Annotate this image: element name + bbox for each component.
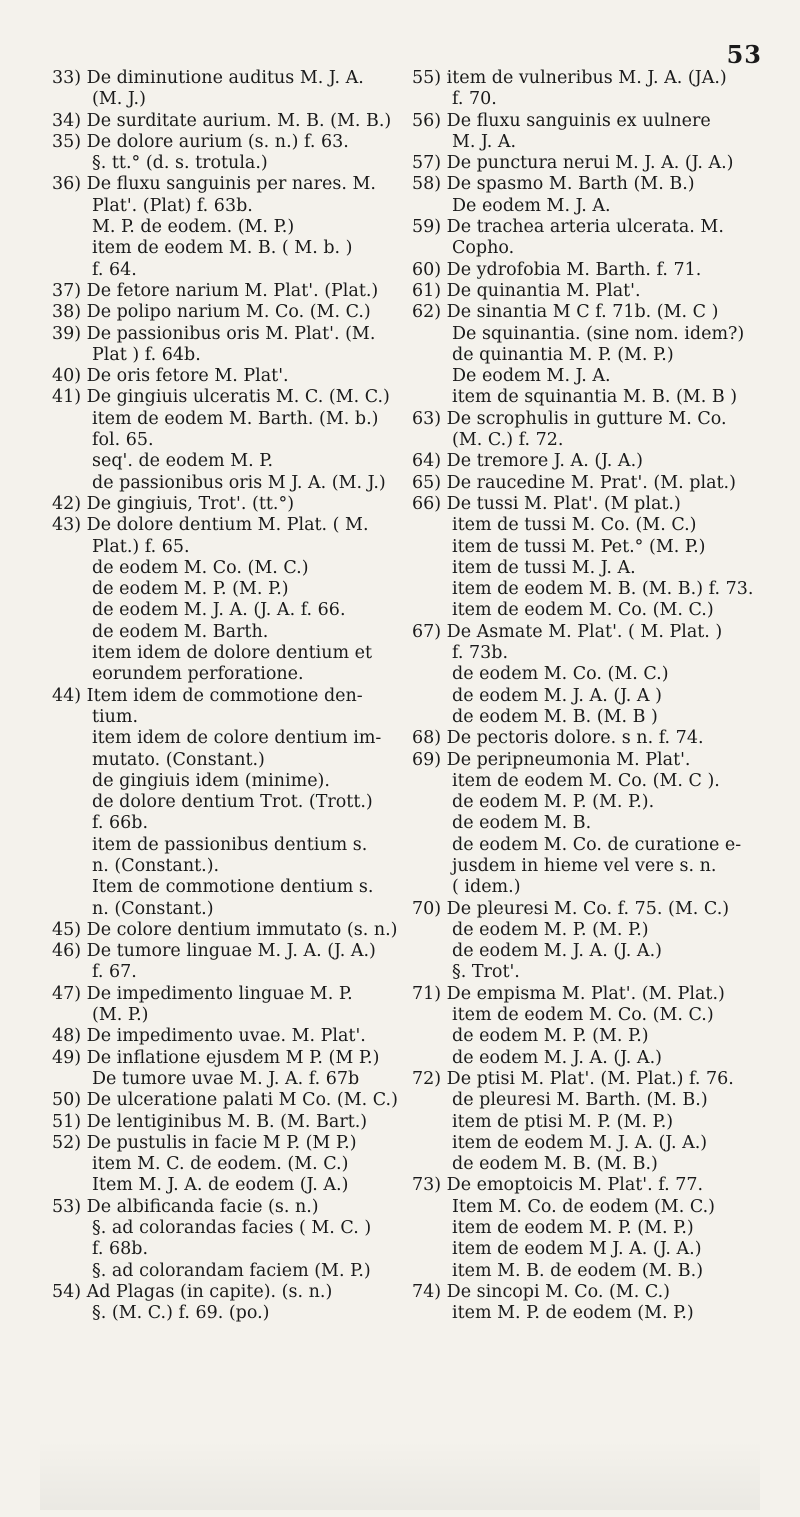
entry-line: 47) De impedimento linguae M. P.: [52, 983, 353, 1004]
entry-line: Copho.: [452, 238, 515, 259]
entry-line: 39) De passionibus oris M. Plat'. (M.: [52, 323, 376, 344]
entry-line: 72) De ptisi M. Plat'. (M. Plat.) f. 76.: [412, 1068, 734, 1089]
entry-line: 46) De tumore linguae M. J. A. (J. A.): [52, 941, 376, 962]
entry-line: item de passionibus dentium s.: [92, 834, 368, 855]
entry-line: De eodem M. J. A.: [452, 195, 611, 216]
entry-line: 41) De gingiuis ulceratis M. C. (M. C.): [52, 387, 390, 408]
entry-line: M. P. de eodem. (M. P.): [92, 217, 295, 238]
entry-line: item de tussi M. J. A.: [452, 557, 636, 578]
entry-line: item de eodem M. J. A. (J. A.): [452, 1132, 708, 1153]
entry-line: de passionibus oris M J. A. (M. J.): [92, 472, 386, 493]
entry-line: De tumore uvae M. J. A. f. 67b: [92, 1068, 360, 1089]
entry-line: 48) De impedimento uvae. M. Plat'.: [52, 1026, 366, 1047]
entry-line: item de ptisi M. P. (M. P.): [452, 1111, 674, 1132]
entry-line: mutato. (Constant.): [92, 749, 265, 770]
entry-line: 49) De inflatione ejusdem M P. (M P.): [52, 1047, 380, 1068]
entry-line: item M. C. de eodem. (M. C.): [92, 1154, 349, 1175]
right-column: [412, 68, 784, 1325]
entry-line: §. Trot'.: [452, 962, 520, 983]
entry-line: 42) De gingiuis, Trot'. (tt.°): [52, 493, 295, 514]
entry-line: jusdem in hieme vel vere s. n.: [452, 855, 717, 876]
entry-line: De squinantia. (sine nom. idem?): [452, 323, 745, 344]
entry-line: 65) De raucedine M. Prat'. (M. plat.): [412, 472, 736, 493]
entry-line: 56) De fluxu sanguinis ex uulnere: [412, 110, 711, 131]
entry-line: item idem de colore dentium im-: [92, 728, 382, 749]
entry-line: 60) De ydrofobia M. Barth. f. 71.: [412, 259, 702, 280]
entry-line: item de tussi M. Pet.° (M. P.): [452, 536, 706, 557]
entry-line: de eodem M. Co. (M. C.): [452, 664, 669, 685]
entry-line: Plat.) f. 65.: [92, 536, 190, 557]
page-number: 53: [726, 40, 762, 69]
entry-line: 50) De ulceratione palati M Co. (M. C.): [52, 1090, 398, 1111]
entry-line: 38) De polipo narium M. Co. (M. C.): [52, 302, 371, 323]
entry-line: 67) De Asmate M. Plat'. ( M. Plat. ): [412, 621, 723, 642]
entry-line: 73) De emoptoicis M. Plat'. f. 77.: [412, 1175, 704, 1196]
entry-line: f. 64.: [92, 259, 137, 280]
entry-line: de eodem M. B. (M. B ): [452, 706, 658, 727]
entry-line: f. 66b.: [92, 813, 149, 834]
entry-line: 36) De fluxu sanguinis per nares. M.: [52, 174, 376, 195]
entry-line: item de eodem M J. A. (J. A.): [452, 1239, 702, 1260]
entry-line: item de eodem M. B. ( M. b. ): [92, 238, 353, 259]
entry-line: 55) item de vulneribus M. J. A. (JA.): [412, 68, 727, 88]
entry-line: de eodem M. Co. (M. C.): [92, 557, 309, 578]
entry-line: item de tussi M. Co. (M. C.): [452, 515, 697, 536]
entry-line: Item M. J. A. de eodem (J. A.): [92, 1175, 349, 1196]
entry-line: item de eodem M. B. (M. B.) f. 73.: [452, 579, 754, 600]
entry-line: 64) De tremore J. A. (J. A.): [412, 451, 643, 472]
entry-line: item de squinantia M. B. (M. B ): [452, 387, 738, 408]
entry-line: de pleuresi M. Barth. (M. B.): [452, 1090, 708, 1111]
entry-line: 62) De sinantia M C f. 71b. (M. C ): [412, 302, 719, 323]
entry-line: de eodem M. J. A. (J. A.): [452, 1047, 662, 1068]
entry-line: 35) De dolore aurium (s. n.) f. 63.: [52, 131, 349, 152]
entry-line: Plat'. (Plat) f. 63b.: [92, 195, 253, 216]
entry-line: 69) De peripneumonia M. Plat'.: [412, 749, 691, 770]
entry-line: de eodem M. J. A. (J. A ): [452, 685, 662, 706]
entry-line: 34) De surditate aurium. M. B. (M. B.): [52, 110, 392, 131]
entry-line: (M. P.): [92, 1005, 149, 1026]
entry-line: §. tt.° (d. s. trotula.): [92, 153, 268, 174]
entry-line: §. (M. C.) f. 69. (po.): [92, 1303, 270, 1324]
entry-line: 66) De tussi M. Plat'. (M plat.): [412, 493, 681, 514]
entry-line: 33) De diminutione auditus M. J. A.: [52, 68, 364, 88]
entry-line: de eodem M. B.: [452, 813, 592, 834]
entry-line: de eodem M. P. (M. P.): [92, 579, 289, 600]
entry-line: 43) De dolore dentium M. Plat. ( M.: [52, 515, 369, 536]
entry-line: de eodem M. Co. de curatione e-: [452, 834, 742, 855]
entry-line: item M. P. de eodem (M. P.): [452, 1303, 694, 1324]
entry-line: 71) De empisma M. Plat'. (M. Plat.): [412, 983, 725, 1004]
entry-line: 51) De lentiginibus M. B. (M. Bart.): [52, 1111, 368, 1132]
entry-line: de eodem M. J. A. (J. A.): [452, 941, 662, 962]
entry-line: §. ad colorandas facies ( M. C. ): [92, 1218, 372, 1239]
entry-line: 58) De spasmo M. Barth (M. B.): [412, 174, 695, 195]
column-gutter: [403, 70, 404, 1470]
entry-line: §. ad colorandam faciem (M. P.): [92, 1260, 371, 1281]
entry-line: f. 68b.: [92, 1239, 149, 1260]
left-column: [52, 68, 400, 1325]
entry-line: 54) Ad Plagas (in capite). (s. n.): [52, 1281, 333, 1302]
entry-line: de eodem M. P. (M. P.).: [452, 792, 655, 813]
entry-line: de gingiuis idem (minime).: [92, 770, 330, 791]
entry-line: eorundem perforatione.: [92, 664, 304, 685]
entry-line: f. 73b.: [452, 643, 509, 664]
entry-line: seq'. de eodem M. P.: [92, 451, 274, 472]
entry-line: Item M. Co. de eodem (M. C.): [452, 1196, 716, 1217]
entry-line: Plat ) f. 64b.: [92, 344, 201, 365]
entry-line: (M. C.) f. 72.: [452, 430, 564, 451]
entry-line: de eodem M. B. (M. B.): [452, 1154, 658, 1175]
entry-line: tium.: [92, 706, 139, 727]
entry-line: item de eodem M. Co. (M. C.): [452, 1005, 714, 1026]
entry-line: 53) De albificanda facie (s. n.): [52, 1196, 319, 1217]
entry-line: De eodem M. J. A.: [452, 366, 611, 387]
entry-line: item de eodem M. Barth. (M. b.): [92, 408, 379, 429]
entry-line: item idem de dolore dentium et: [92, 643, 373, 664]
entry-line: 37) De fetore narium M. Plat'. (Plat.): [52, 280, 379, 301]
entry-line: 63) De scrophulis in gutture M. Co.: [412, 408, 727, 429]
entry-line: de dolore dentium Trot. (Trott.): [92, 792, 373, 813]
entry-line: fol. 65.: [92, 430, 154, 451]
page-bottom-shadow: [40, 1440, 760, 1510]
entry-line: 68) De pectoris dolore. s n. f. 74.: [412, 728, 704, 749]
entry-line: f. 67.: [92, 962, 137, 983]
entry-line: de eodem M. J. A. (J. A. f. 66.: [92, 600, 346, 621]
entry-line: 45) De colore dentium immutato (s. n.): [52, 919, 398, 940]
entry-line: item de eodem M. Co. (M. C.): [452, 600, 714, 621]
entry-line: de eodem M. P. (M. P.): [452, 1026, 649, 1047]
entry-line: n. (Constant.): [92, 898, 214, 919]
entry-line: 74) De sincopi M. Co. (M. C.): [412, 1281, 670, 1302]
entry-line: de eodem M. P. (M. P.): [452, 919, 649, 940]
entry-line: n. (Constant.).: [92, 855, 220, 876]
entry-line: de quinantia M. P. (M. P.): [452, 344, 674, 365]
entry-line: 70) De pleuresi M. Co. f. 75. (M. C.): [412, 898, 730, 919]
entry-line: 52) De pustulis in facie M P. (M P.): [52, 1132, 357, 1153]
entry-line: 44) Item idem de commotione den-: [52, 685, 363, 706]
entry-line: item M. B. de eodem (M. B.): [452, 1260, 704, 1281]
entry-line: M. J. A.: [452, 131, 517, 152]
entry-line: 59) De trachea arteria ulcerata. M.: [412, 217, 724, 238]
entry-line: 40) De oris fetore M. Plat'.: [52, 366, 289, 387]
entry-line: f. 70.: [452, 89, 497, 110]
entry-line: 57) De punctura nerui M. J. A. (J. A.): [412, 153, 734, 174]
entry-line: item de eodem M. P. (M. P.): [452, 1218, 694, 1239]
entry-line: item de eodem M. Co. (M. C ).: [452, 770, 720, 791]
entry-line: de eodem M. Barth.: [92, 621, 269, 642]
entry-line: 61) De quinantia M. Plat'.: [412, 280, 641, 301]
entry-line: Item de commotione dentium s.: [92, 877, 374, 898]
entry-line: ( idem.): [452, 877, 521, 898]
entry-line: (M. J.): [92, 89, 146, 110]
